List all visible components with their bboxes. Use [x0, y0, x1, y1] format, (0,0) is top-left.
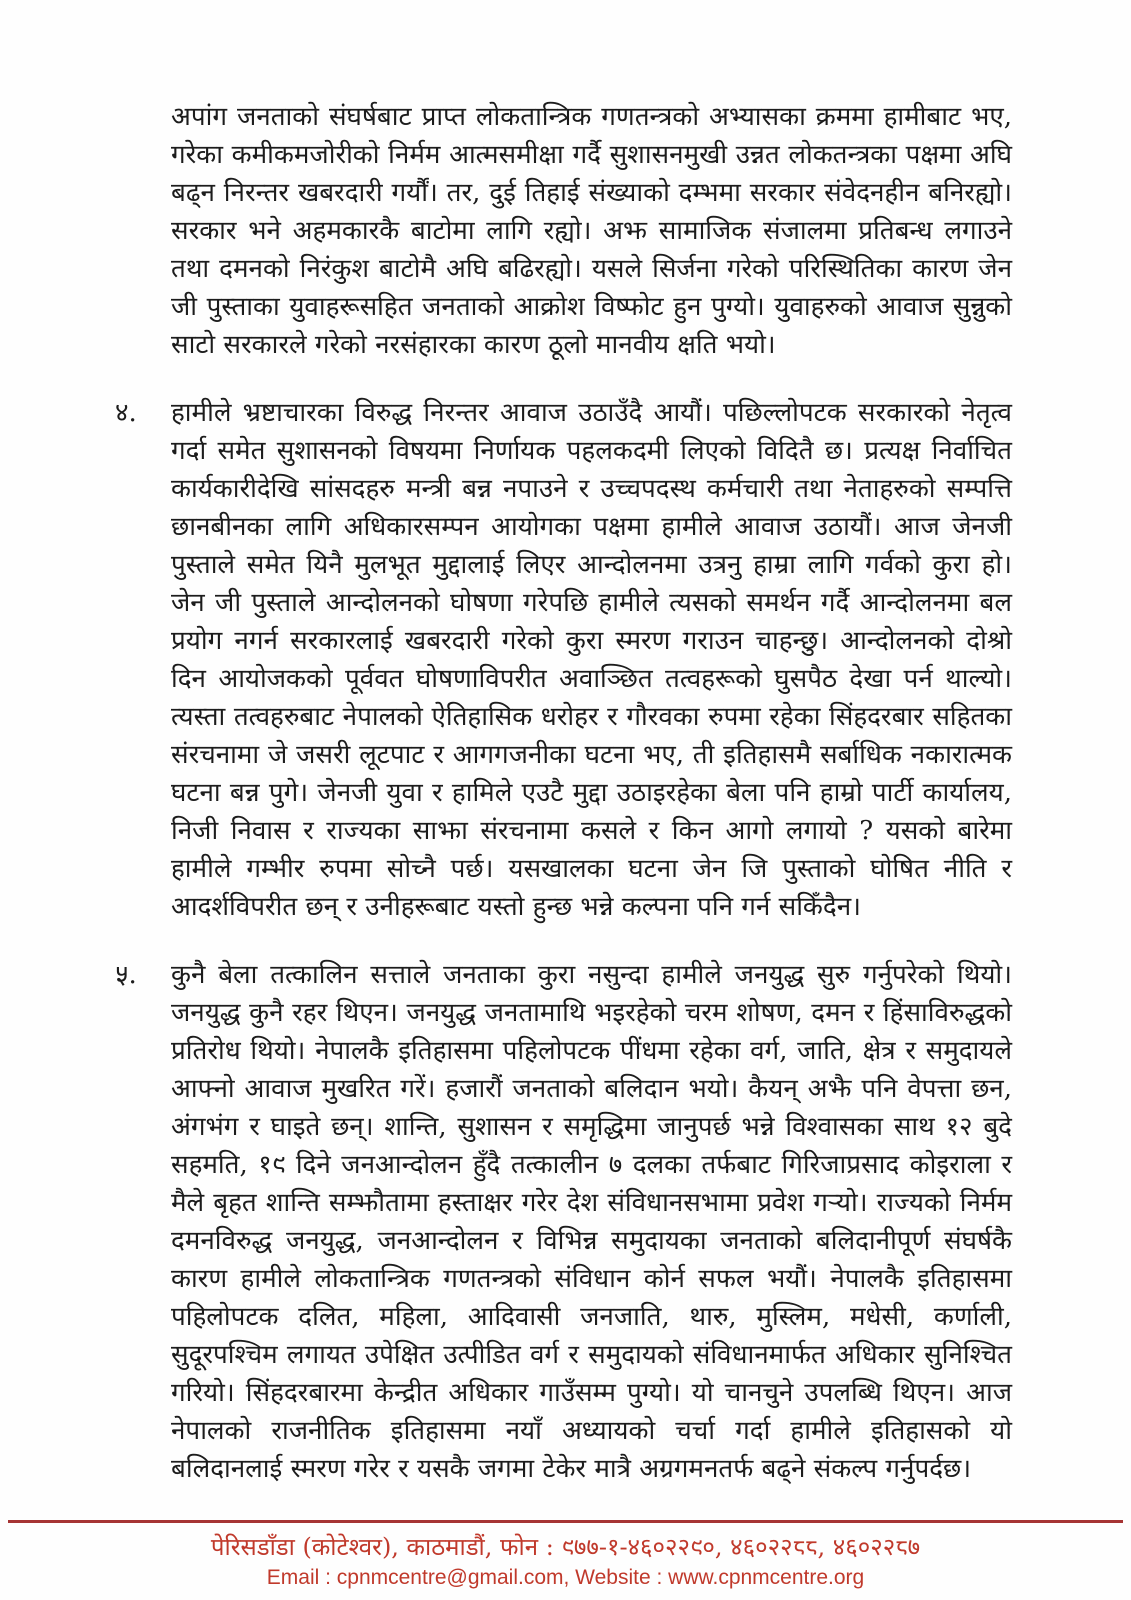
paragraph-4: [115, 394, 1012, 926]
footer-address-phone: पेरिसडाँडा (कोटेश्वर), काठमाडौं, फोन : ९७७-१-४६०२२९०, ४६०२२८८, ४६०२२८७: [210, 1533, 921, 1561]
footer-divider: [8, 1520, 1123, 1523]
paragraph-number: ५.: [115, 960, 137, 990]
paragraph-number: [115, 98, 171, 364]
document-body: [115, 98, 1012, 1488]
footer-email-website: Email : cpnmcentre@gmail.com, Website : www.cpnmcentre.org: [266, 1566, 865, 1589]
paragraph-5: [115, 956, 1012, 1488]
paragraph-text: अपांग जनताको संघर्षबाट प्राप्त लोकतान्त्रिक गणतन्त्रको अभ्यासका क्रममा हामीबाट भए, गरेका कमीकमजोरीको निर्मम आत्मसमीक्षा गर्दै सुशासनमुखी उन्नत लोकतन्त्रका पक्षमा अघि बढ्न निरन्तर खबरदारी गर्यौं। तर, दुई तिहाई संख्याको दम्भमा सरकार संवेदनहीन बनिरह्यो। सरकार भने अहमकारकै बाटोमा लागि रह्यो। अझ सामाजिक संजालमा प्रतिबन्ध लगाउने तथा दमनको निरंकुश बाटोमै अघि बढिरह्यो। यसले सिर्जना गरेको परिस्थितिका कारण जेन जी पुस्ताका युवाहरूसहित जनताको आक्रोश विष्फोट हुन पुग्यो। युवाहरुको आवाज सुन्नुको साटो सरकारले गरेको नरसंहारका कारण ठूलो मानवीय क्षति भयो।: [171, 102, 1012, 360]
paragraph-number: ४.: [115, 398, 137, 428]
paragraph-text: हामीले भ्रष्टाचारका विरुद्ध निरन्तर आवाज उठाउँदै आयौं। पछिल्लोपटक सरकारको नेतृत्व गर्दा समेत सुशासनको विषयमा निर्णायक पहलकदमी लिएको विदितै छ। प्रत्यक्ष निर्वाचित कार्यकारीदेखि सांसदहरु मन्त्री बन्न नपाउने र उच्चपदस्थ कर्मचारी तथा नेताहरुको सम्पत्ति छानबीनका लागि अधिकारसम्पन आयोगका पक्षमा हामीले आवाज उठायौं। आज जेनजी पुस्ताले समेत यिनै मुलभूत मुद्दालाई लिएर आन्दोलनमा उत्रनु हाम्रा लागि गर्वको कुरा हो। जेन जी पुस्ताले आन्दोलनको घोषणा गरेपछि हामीले त्यसको समर्थन गर्दै आन्दोलनमा बल प्रयोग नगर्न सरकारलाई खबरदारी गरेको कुरा स्मरण गराउन चाहन्छु। आन्दोलनको दोश्रो दिन आयोजकको पूर्ववत घोषणाविपरीत अवाञ्छित तत्वहरूको घुसपैठ देखा पर्न थाल्यो। त्यस्ता तत्वहरुबाट नेपालको ऐतिहासिक धरोहर र गौरवका रुपमा रहेका सिंहदरबार सहितका संरचनामा जे जसरी लूटपाट र आगगजनीका घटना भए, ती इतिहासमै सर्बाधिक नकारात्मक घटना बन्न पुगे। जेनजी युवा र हामिले एउटै मुद्दा उठाइरहेका बेला पनि हाम्रो पार्टी कार्यालय, निजी निवास र राज्यका साझा संरचनामा कसले र किन आगो लगायो ? यसको बारेमा हामीले गम्भीर रुपमा सोच्नै पर्छ। यसखालका घटना जेन जि पुस्ताको घोषित नीति र आदर्शविपरीत छन् र उनीहरूबाट यस्तो हुन्छ भन्ने कल्पना पनि गर्न सकिँदैन।: [171, 398, 1012, 922]
paragraph-text: कुनै बेला तत्कालिन सत्ताले जनताका कुरा नसुन्दा हामीले जनयुद्ध सुरु गर्नुपरेको थियो। जनयुद्ध कुनै रहर थिएन। जनयुद्ध जनतामाथि भइरहेको चरम शोषण, दमन र हिंसाविरुद्धको प्रतिरोध थियो। नेपालकै इतिहासमा पहिलोपटक पींधमा रहेका वर्ग, जाति, क्षेत्र र समुदायले आफ्नो आवाज मुखरित गरें। हजारौं जनताको बलिदान भयो। कैयन् अझै पनि वेपत्ता छन, अंगभंग र घाइते छन्। शान्ति, सुशासन र समृद्धिमा जानुपर्छ भन्ने विश्वासका साथ १२ बुदे सहमति, १९ दिने जनआन्दोलन हुँदै तत्कालीन ७ दलका तर्फबाट गिरिजाप्रसाद कोइराला र मैले बृहत शान्ति सम्झौतामा हस्ताक्षर गरेर देश संविधानसभामा प्रवेश गऱ्यो। राज्यको निर्मम दमनविरुद्ध जनयुद्ध, जनआन्दोलन र विभिन्न समुदायका जनताको बलिदानीपूर्ण संघर्षकै कारण हामीले लोकतान्त्रिक गणतन्त्रको संविधान कोर्न सफल भयौं। नेपालकै इतिहासमा पहिलोपटक दलित, महिला, आदिवासी जनजाति, थारु, मुस्लिम, मधेसी, कर्णाली, सुदूरपश्चिम लगायत उपेक्षित उत्पीडित वर्ग र समुदायको संविधानमार्फत अधिकार सुनिश्चित गरियो। सिंहदरबारमा केन्द्रीत अधिकार गाउँसम्म पुग्यो। यो चानचुने उपलब्धि थिएन। आज नेपालको राजनीतिक इतिहासमा नयाँ अध्यायको चर्चा गर्दा हामीले इतिहासको यो बलिदानलाई स्मरण गरेर र यसकै जगमा टेकेर मात्रै अग्रगमनतर्फ बढ्ने संकल्प गर्नुपर्दछ।: [171, 960, 1012, 1484]
footer: [0, 1530, 1131, 1592]
paragraph-continuation: [115, 98, 1012, 364]
